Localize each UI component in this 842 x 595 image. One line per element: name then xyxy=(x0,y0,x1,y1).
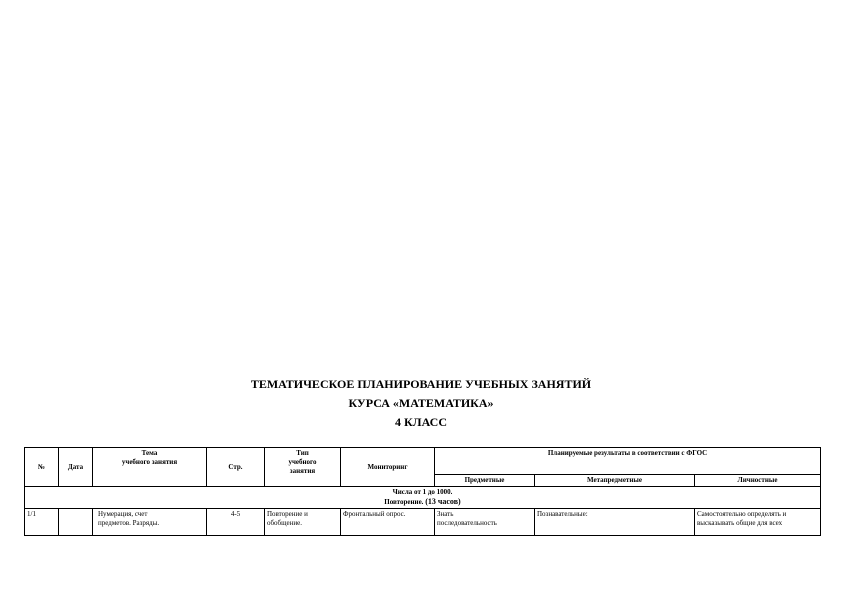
header-topic-line-2: учебного занятия xyxy=(121,458,178,466)
header-results: Планируемые результаты в соответствии с ФГОС xyxy=(435,448,821,475)
cell-metasubject: Познавательные: xyxy=(535,509,695,536)
cell-subject xyxy=(435,509,535,536)
table-row xyxy=(25,509,821,536)
cell-subject-line-2: последовательность xyxy=(437,519,497,527)
title-line-2: КУРСА «МАТЕМАТИКА» xyxy=(348,396,494,410)
document-title xyxy=(0,375,842,432)
header-type xyxy=(265,448,341,487)
header-topic-line-1: Тема xyxy=(141,449,158,457)
header-type-line-1: Тип xyxy=(296,449,309,457)
title-line-1: ТЕМАТИЧЕСКОЕ ПЛАНИРОВАНИЕ УЧЕБНЫХ ЗАНЯТИЙ xyxy=(250,377,592,391)
cell-topic-line-2: предметов. Разряды. xyxy=(98,519,160,527)
header-metasubject: Метапредметные xyxy=(535,475,695,487)
planning-table xyxy=(24,447,821,536)
cell-topic xyxy=(93,509,207,536)
cell-monitoring: Фронтальный опрос. xyxy=(341,509,435,536)
cell-num: 1/1 xyxy=(25,509,59,536)
cell-type-line-2: обобщение. xyxy=(267,519,302,527)
cell-personal-line-1: Самостоятельно определять и xyxy=(697,510,787,518)
section-subtitle: Повторение. xyxy=(384,498,424,506)
cell-personal xyxy=(695,509,821,536)
header-subject: Предметные xyxy=(435,475,535,487)
header-monitoring: Мониторинг xyxy=(341,448,435,487)
title-line-3: 4 КЛАСС xyxy=(394,415,448,429)
section-hours: (13 часов) xyxy=(425,497,461,506)
header-date: Дата xyxy=(59,448,93,487)
cell-subject-line-1: Знать xyxy=(437,510,454,518)
section-title: Числа от 1 до 1000. xyxy=(392,488,453,496)
header-page: Стр. xyxy=(207,448,265,487)
header-type-line-3: занятия xyxy=(289,467,316,475)
section-subtitle-line xyxy=(27,497,818,507)
cell-personal-line-2: высказывать общие для всех xyxy=(697,519,783,527)
header-type-line-2: учебного xyxy=(288,458,317,466)
header-personal: Личностные xyxy=(695,475,821,487)
cell-page: 4-5 xyxy=(207,509,265,536)
cell-date xyxy=(59,509,93,536)
section-heading xyxy=(25,487,821,509)
cell-topic-line-1: Нумерация, счет xyxy=(98,510,148,518)
header-num: № xyxy=(25,448,59,487)
cell-type xyxy=(265,509,341,536)
header-topic xyxy=(93,448,207,487)
cell-type-line-1: Повторение и xyxy=(267,510,308,518)
